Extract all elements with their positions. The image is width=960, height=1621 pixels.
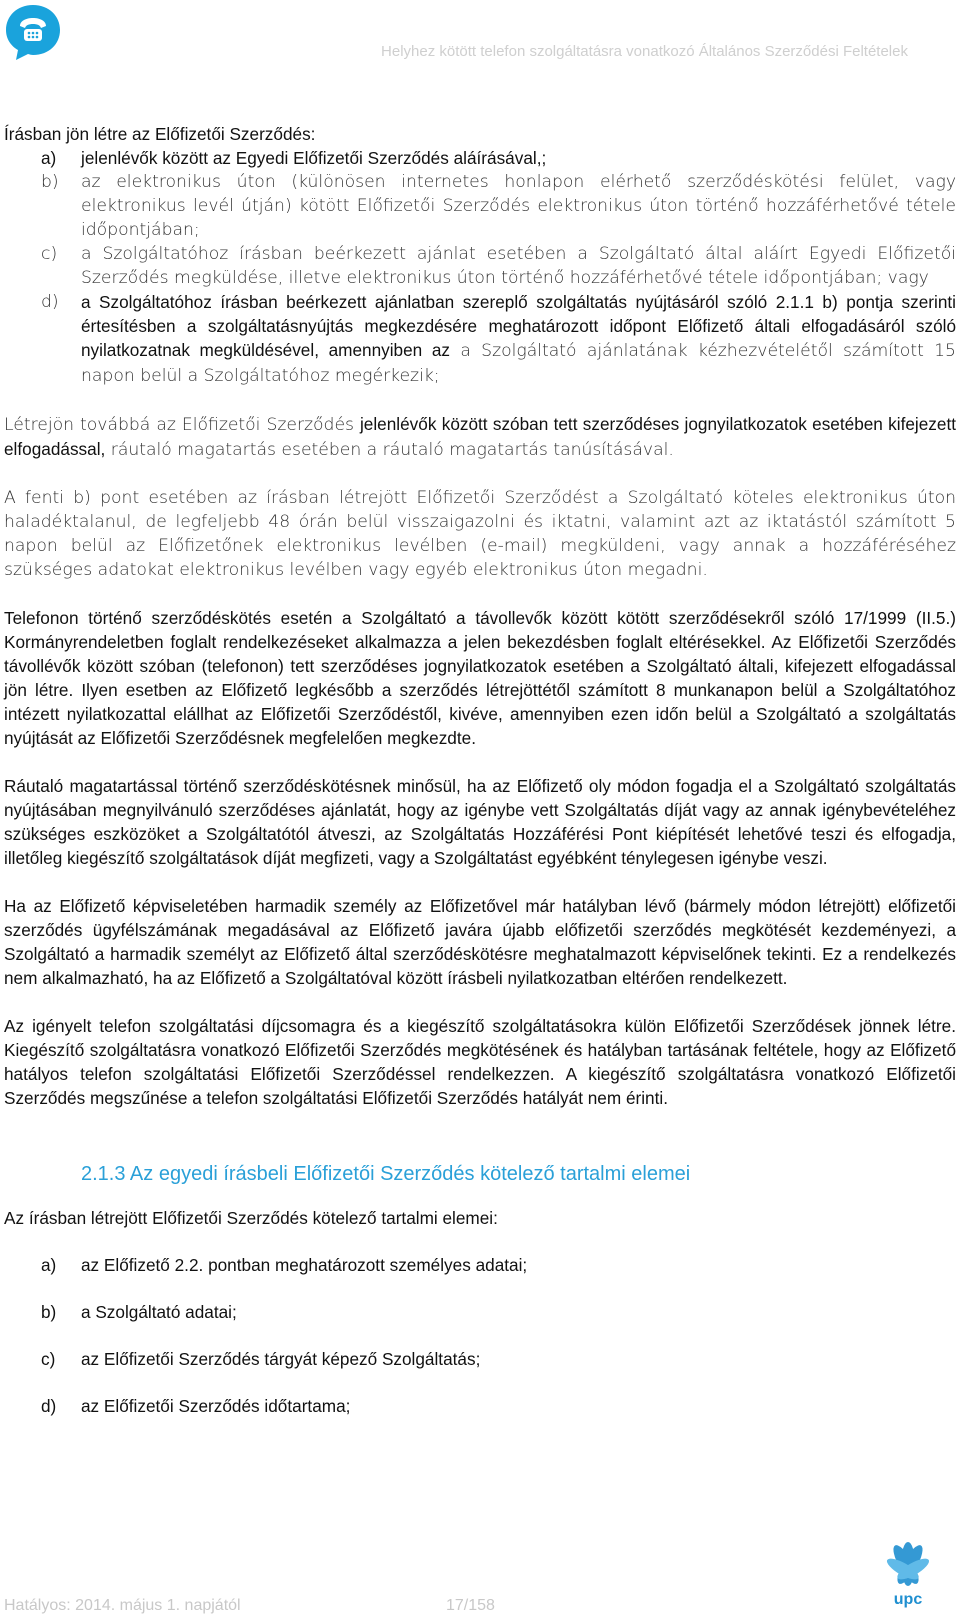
- paragraph-igenyelt: Az igényelt telefon szolgáltatási díjcsomagra és a kiegészítő szolgáltatásokra külön Előfizetői Szerződések jönnek létre. Kiegészítő szolgáltatásra vonatkozó Előfizetői Szerződés megkötésének és hatályban tartásának feltétele, hogy az Előfizető hatályos telefon szolgáltatási Előfizetői Szerződéssel rendelkezzen. A kiegészítő szolgáltatásra vonatkozó Előfizetői Szerződés megszűnése a telefon szolgáltatási Előfizetői Szerződés hatályát nem érinti.: [4, 1016, 956, 1108]
- paragraph-letrejon: Létrejön továbbá az Előfizetői Szerződés jelenlévők között szóban tett szerződéses jognyilatkozatok esetében kifejezett elfogadással, ráutaló magatartás esetében a ráutaló magatartás tanúsításával.: [4, 414, 956, 460]
- document-body: [4, 122, 956, 1418]
- upc-logo-icon: [868, 1528, 948, 1608]
- list-item-c: c) a Szolgáltatóhoz írásban beérkezett ajánlat esetében a Szolgáltató által aláírt Egyedi Előfizetői Szerződés megküldése, illetve elektronikus úton történő hozzáférhetővé tétele időpontjában; vagy: [41, 244, 956, 288]
- list-item-a: a) jelenlévők között az Egyedi Előfizetői Szerződés aláírásával,;: [41, 148, 547, 168]
- requirement-item-d: d) az Előfizetői Szerződés időtartama;: [41, 1396, 351, 1416]
- list-item-b: b) az elektronikus úton (különösen internetes honlapon elérhető szerződéskötési felület, vagy elektronikus levél útján) kötött Előfizetői Szerződés elektronikus úton történő hozzáférhetővé tétele időpontjában;: [41, 172, 956, 240]
- svg-text:upc: upc: [893, 1591, 923, 1608]
- paragraph-harmadik: Ha az Előfizető képviseletében harmadik személy az Előfizetővel már hatályban lévő (bármely módon létrejött) előfizetői szerződés ügyfélszámának megadásával az Előfizető javára újabb előfizetői szerződés megkötését kezdeményezi, a Szolgáltató a harmadik személyt az Előfizető által szerződéskötésre meghatalmazott képviselőnek tekinti. Ez a rendelkezés nem alkalmazható, ha az Előfizető a Szolgáltatóval között írásbeli nyilatkozatban eltérően rendelkezett.: [4, 896, 956, 988]
- footer-validity: Hatályos: 2014. május 1. napjától: [4, 1597, 241, 1614]
- requirements-intro: Az írásban létrejött Előfizetői Szerződés kötelező tartalmi elemei:: [4, 1208, 498, 1228]
- requirement-item-c: c) az Előfizetői Szerződés tárgyát képező Szolgáltatás;: [41, 1349, 481, 1369]
- requirement-item-a: a) az Előfizető 2.2. pontban meghatározott személyes adatai;: [41, 1255, 528, 1275]
- page-number: 17/158: [446, 1597, 495, 1614]
- header-title: Helyhez kötött telefon szolgáltatásra vonatkozó Általános Szerződési Feltételek: [381, 43, 908, 60]
- requirement-item-b: b) a Szolgáltató adatai;: [41, 1302, 237, 1322]
- paragraph-fenti: A fenti b) pont esetében az írásban létrejött Előfizetői Szerződést a Szolgáltató köteles elektronikus úton haladéktalanul, de legfeljebb 48 órán belül visszaigazolni és iktatni, valamint azt az iktatástól számított 5 napon belül az Előfizetőnek elektronikus levélben (e-mail) megküldeni, vagy annak a hozzáféréséhez szükséges adatokat elektronikus levélben vagy egyéb elektronikus úton megadni.: [4, 488, 956, 580]
- list-item-d: d) a Szolgáltatóhoz írásban beérkezett ajánlatban szereplő szolgáltatás nyújtásáról szóló 2.1.1 b) pontja szerinti értesítésben a szolgáltatásnyújtás megkezdésére meghatározott időpont Előfizető általi elfogadásáról szóló nyilatkozatnak megküldésével, amennyiben az a Szolgáltató ajánlatának kézhezvételétől számított 15 napon belül a Szolgáltatóhoz megérkezik;: [41, 292, 956, 386]
- paragraph-telefon: Telefonon történő szerződéskötés esetén a Szolgáltató a távollevők között kötött szerződésekről szóló 17/1999 (II.5.) Kormányrendeletben foglalt rendelkezéseket alkalmazza a jelen bekezdésben foglalt eltérésekkel. Az Előfizetői Szerződés távollévők között szóban (telefonon) tett szerződéses jognyilatkozatok esetében a Szolgáltató általi, kifejezett elfogadással jön létre. Ilyen esetben az Előfizető legkésőbb a szerződés létrejöttétől számított 8 munkanapon belül a Szolgáltatóhoz intézett nyilatkozattal elállhat az Előfizetői Szerződéstől, kivéve, amennyiben ezen időn belül a Szolgáltató a szolgáltatás nyújtását az Előfizetői Szerződésnek megfelelően megkezdte.: [4, 608, 956, 748]
- section1-intro: Írásban jön létre az Előfizetői Szerződés:: [4, 124, 316, 144]
- phone-speech-bubble-icon: [3, 2, 63, 62]
- paragraph-rautalo: Ráutaló magatartással történő szerződéskötésnek minősül, ha az Előfizető oly módon fogadja el a Szolgáltató szolgáltatás nyújtásában megnyilvánuló szerződéses ajánlatát, hogy az igénybe vett Szolgáltatás díját vagy az annak igénybevételéhez szükséges eszközöket a Szolgáltatótól átveszi, az Szolgáltatás Hozzáférési Pont kiépítését lehetővé teszi és elfogadja, illetőleg kiegészítő szolgáltatások díját megfizeti, vagy a Szolgáltatást egyébként ténylegesen igénybe veszi.: [4, 776, 956, 868]
- section-heading: 2.1.3 Az egyedi írásbeli Előfizetői Szerződés kötelező tartalmi elemei: [81, 1163, 691, 1185]
